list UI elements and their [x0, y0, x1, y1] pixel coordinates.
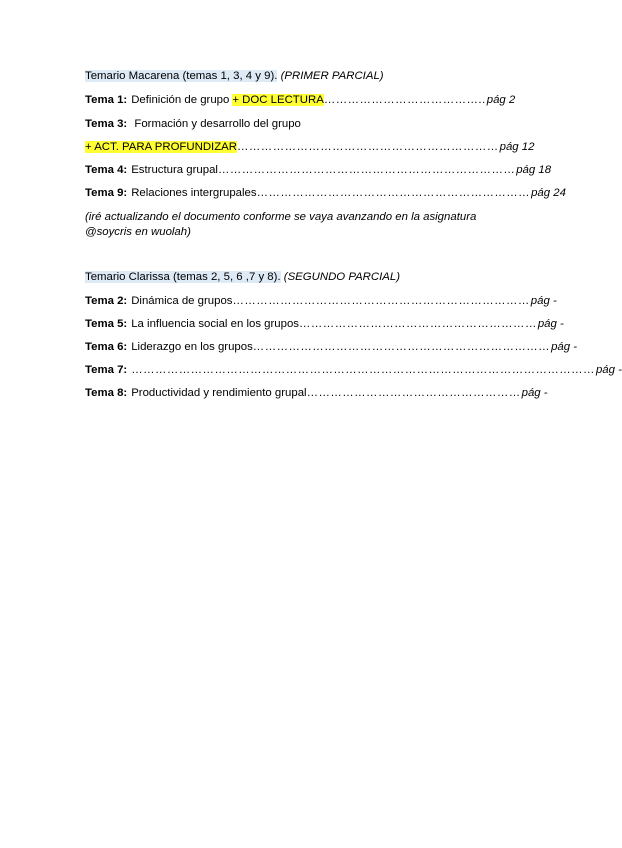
toc-line-tema4	[85, 164, 552, 176]
toc-highlight: + ACT. PARA PROFUNDIZAR	[85, 141, 238, 153]
toc-line-tema1	[85, 94, 515, 106]
toc-title: Productividad y rendimiento grupal	[131, 387, 307, 399]
toc-line-tema6	[85, 341, 578, 353]
toc-line-tema9	[85, 187, 566, 199]
toc-label: Tema 5:	[85, 318, 128, 330]
toc-leader-dots: ………………………………………………………………………………………………………	[131, 364, 595, 376]
update-note: (iré actualizando el documento conforme se vaya avanzando en la asignatura @soycris en wuolah)	[85, 211, 477, 238]
toc-leader-dots: ………………………………………………	[306, 387, 521, 399]
toc-leader-dots: …………………………………..	[323, 94, 486, 106]
toc-line-act-profundizar	[85, 141, 535, 153]
toc-leader-dots: …………………………………………………………………	[217, 164, 516, 176]
toc-line-tema2	[85, 295, 557, 307]
toc-label: Tema 4:	[85, 164, 128, 176]
section2-heading	[85, 271, 400, 283]
toc-page-ref: pág 18	[516, 164, 552, 176]
toc-title: Relaciones intergrupales	[131, 187, 257, 199]
toc-title: Dinámica de grupos	[131, 295, 233, 307]
toc-label: Tema 8:	[85, 387, 128, 399]
toc-leader-dots: …………………………………………………………………	[232, 295, 530, 307]
toc-line-tema5	[85, 318, 564, 330]
toc-title: La influencia social en los grupos	[131, 318, 300, 330]
toc-line-tema8	[85, 387, 548, 399]
toc-line-tema7	[85, 364, 622, 376]
section2-heading-text: Temario Clarissa (temas 2, 5, 6 ,7 y 8).	[85, 271, 281, 283]
toc-page-ref: pág -	[551, 341, 578, 353]
toc-label: Tema 7:	[85, 364, 128, 376]
toc-page-ref: pág -	[595, 364, 622, 376]
toc-page-ref: pág 2	[486, 94, 516, 106]
toc-label: Tema 6:	[85, 341, 128, 353]
toc-title: Estructura grupal	[131, 164, 218, 176]
toc-page-ref: pág -	[530, 295, 557, 307]
toc-label: Tema 9:	[85, 187, 128, 199]
toc-title: Liderazgo en los grupos	[131, 341, 253, 353]
toc-title: Definición de grupo	[131, 94, 230, 106]
toc-line-tema3	[85, 118, 301, 130]
section1-heading-note: (PRIMER PARCIAL)	[280, 70, 384, 82]
toc-label: Tema 3:	[85, 118, 128, 130]
section2-heading-note: (SEGUNDO PARCIAL)	[283, 271, 401, 283]
toc-page-ref: pág -	[537, 318, 564, 330]
toc-title: Formación y desarrollo del grupo	[134, 118, 301, 130]
toc-page-ref: pág 12	[499, 141, 535, 153]
section1-heading-text: Temario Macarena (temas 1, 3, 4 y 9).	[85, 70, 278, 82]
section1-heading	[85, 70, 384, 82]
toc-page-ref: pág -	[521, 387, 548, 399]
toc-leader-dots: ……………………………………………………	[299, 318, 537, 330]
toc-leader-dots: …………………………………………………………	[237, 141, 499, 153]
toc-label: Tema 1:	[85, 94, 128, 106]
toc-leader-dots: ……………………………………………………………	[256, 187, 531, 199]
toc-label: Tema 2:	[85, 295, 128, 307]
toc-page-ref: pág 24	[531, 187, 566, 199]
toc-highlight: + DOC LECTURA	[232, 94, 324, 106]
toc-leader-dots: …………………………………………………………………	[252, 341, 551, 353]
